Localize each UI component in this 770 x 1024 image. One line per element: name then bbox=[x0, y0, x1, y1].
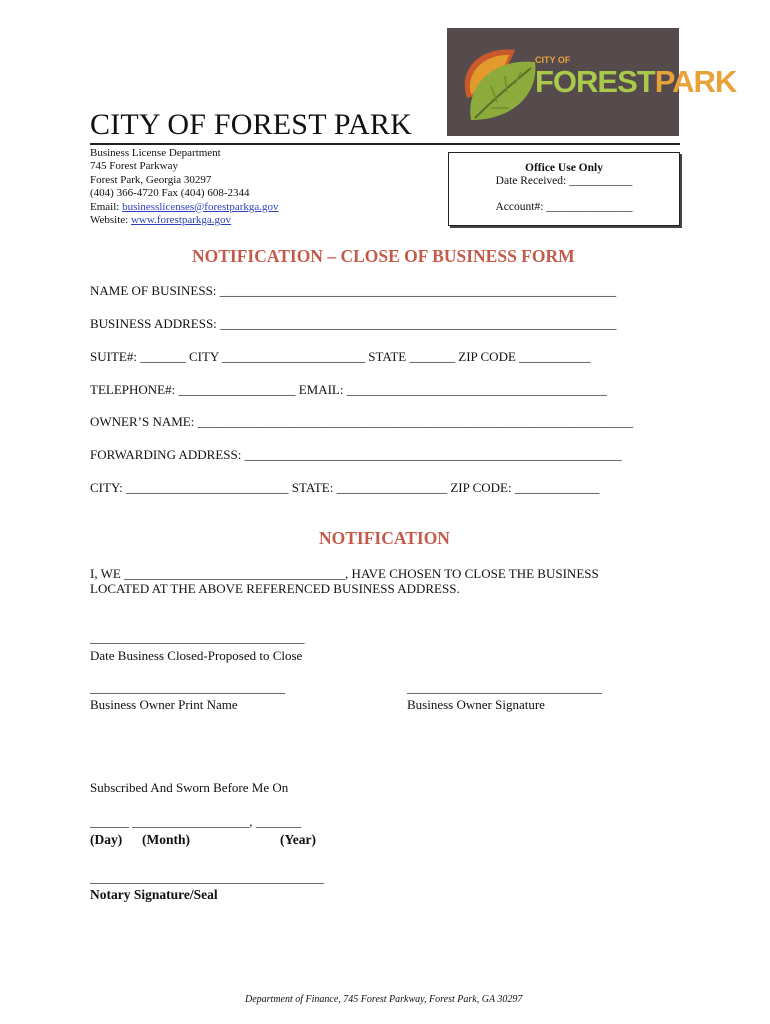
office-use-box bbox=[448, 152, 680, 226]
notification-title: NOTIFICATION bbox=[319, 528, 450, 548]
owner-print-name-label: Business Owner Print Name bbox=[90, 697, 238, 712]
address-line: Forest Park, Georgia 30297 bbox=[90, 173, 212, 186]
logo-brand-text: FORESTPARK bbox=[535, 64, 737, 99]
notification-line[interactable]: I, WE __________________________________, HAVE CHOSEN TO CLOSE THE BUSINESS bbox=[90, 566, 599, 581]
date-closed-line[interactable]: _________________________________ bbox=[90, 630, 305, 645]
notary-signature-line[interactable]: ____________________________________ bbox=[90, 870, 324, 885]
address-line: (404) 366-4720 Fax (404) 608-2344 bbox=[90, 187, 250, 200]
notary-date-line[interactable]: ______ __________________, _______ bbox=[90, 814, 302, 829]
logo-small-text: CITY OF bbox=[535, 55, 571, 65]
owners-name-field[interactable]: OWNER’S NAME: ___________________________________________________________________ bbox=[90, 414, 634, 429]
date-closed-label: Date Business Closed-Proposed to Close bbox=[90, 648, 303, 663]
page-title: CITY OF FOREST PARK bbox=[90, 108, 412, 141]
email-label: Email: bbox=[90, 200, 123, 213]
telephone-email-field[interactable]: TELEPHONE#: __________________ EMAIL: ________________________________________ bbox=[90, 382, 607, 397]
day-label: (Day) bbox=[90, 832, 123, 847]
page-footer: Department of Finance, 745 Forest Parkway, Forest Park, GA 30297 bbox=[245, 994, 523, 1005]
owner-print-name-line[interactable]: ______________________________ bbox=[90, 680, 285, 695]
month-label: (Month) bbox=[142, 832, 190, 847]
year-label: (Year) bbox=[280, 832, 316, 847]
forwarding-city-state-zip-field[interactable]: CITY: _________________________ STATE: _________________ ZIP CODE: _____________ bbox=[90, 480, 600, 495]
office-use-heading: Office Use Only bbox=[525, 162, 603, 174]
website-link[interactable]: www.forestparkga.gov bbox=[130, 214, 232, 227]
city-logo bbox=[447, 28, 737, 136]
notification-line: LOCATED AT THE ABOVE REFERENCED BUSINESS ADDRESS. bbox=[90, 581, 460, 596]
notary-signature-label: Notary Signature/Seal bbox=[90, 887, 218, 902]
name-of-business-field[interactable]: NAME OF BUSINESS: _____________________________________________________________ bbox=[90, 283, 617, 298]
owner-signature-label: Business Owner Signature bbox=[407, 697, 545, 712]
business-address-field[interactable]: BUSINESS ADDRESS: _____________________________________________________________ bbox=[90, 316, 617, 331]
forwarding-address-field[interactable]: FORWARDING ADDRESS: __________________________________________________________ bbox=[90, 447, 622, 462]
date-received-field[interactable]: Date Received: ___________ bbox=[495, 175, 633, 187]
address-line: 745 Forest Parkway bbox=[90, 160, 178, 173]
website-label: Website: bbox=[90, 214, 131, 227]
notification-statement bbox=[90, 566, 599, 596]
form-title: NOTIFICATION – CLOSE OF BUSINESS FORM bbox=[192, 246, 575, 266]
department-address bbox=[90, 147, 279, 227]
header-divider bbox=[90, 143, 680, 145]
account-number-field[interactable]: Account#: _______________ bbox=[495, 201, 633, 213]
email-link[interactable]: businesslicenses@forestparkga.gov bbox=[122, 200, 279, 213]
website-row bbox=[90, 214, 279, 227]
email-row bbox=[90, 201, 279, 214]
address-line: Business License Department bbox=[90, 147, 221, 159]
owner-signature-line[interactable]: ______________________________ bbox=[407, 680, 602, 695]
suite-city-state-zip-field[interactable]: SUITE#: _______ CITY ______________________ STATE _______ ZIP CODE ___________ bbox=[90, 349, 591, 364]
sworn-statement: Subscribed And Sworn Before Me On bbox=[90, 780, 289, 795]
